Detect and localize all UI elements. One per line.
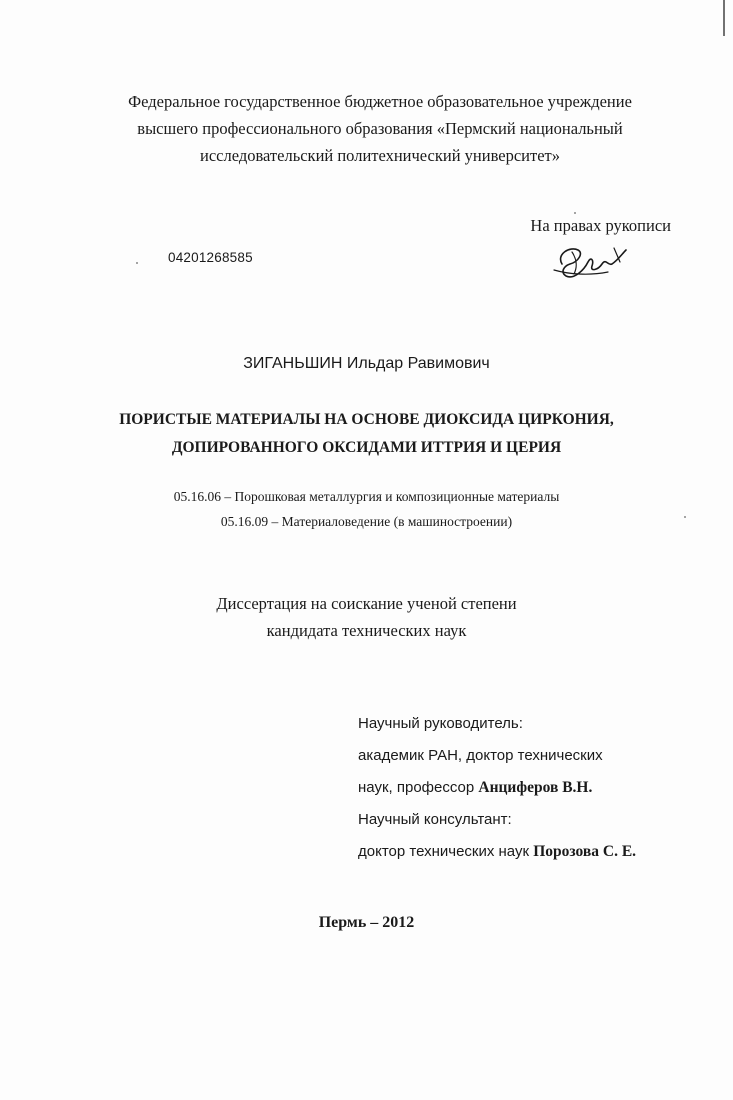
scan-speck [684, 516, 686, 518]
specialty-codes [0, 484, 733, 534]
supervisor-label: Научный руководитель: [358, 715, 523, 732]
registration-code: 04201268585 [168, 250, 253, 265]
specialty-1: 05.16.06 – Порошковая металлургия и композиционные материалы [173, 489, 560, 504]
scan-speck [136, 262, 138, 264]
scan-speck [574, 212, 576, 214]
scan-edge-mark [722, 0, 726, 36]
institution-line-2: высшего профессионального образования «Пермский национальный [137, 119, 623, 138]
supervisor-name: Анциферов В.Н. [478, 779, 593, 796]
city-year: Пермь – 2012 [318, 914, 415, 931]
degree-line-1: Диссертация на соискание ученой степени [216, 594, 517, 613]
specialty-2: 05.16.09 – Материаловедение (в машиностроении) [220, 514, 513, 529]
institution-line-1: Федеральное государственное бюджетное образовательное учреждение [128, 92, 632, 111]
institution-header [60, 88, 700, 169]
degree-line-2: кандидата технических наук [266, 621, 467, 640]
supervisor-title-prefix: наук, профессор [358, 779, 479, 796]
institution-line-3: исследовательский политехнический университет» [200, 146, 560, 165]
consultant-name: Порозова С. Е. [533, 843, 637, 860]
manuscript-note: На правах рукописи [530, 216, 671, 235]
supervisor-title-line-1: академик РАН, доктор технических [358, 747, 603, 764]
advisors-block [358, 708, 636, 868]
consultant-line [358, 836, 636, 868]
author-name: ЗИГАНЬШИН Ильдар Равимович [243, 355, 490, 372]
dissertation-title [0, 406, 733, 462]
degree-statement [0, 590, 733, 644]
supervisor-title-line-2 [358, 772, 636, 804]
title-line-2: ДОПИРОВАННОГО ОКСИДАМИ ИТТРИЯ И ЦЕРИЯ [171, 439, 562, 456]
signature-icon [548, 240, 634, 282]
consultant-label: Научный консультант: [358, 811, 512, 828]
title-line-1: ПОРИСТЫЕ МАТЕРИАЛЫ НА ОСНОВЕ ДИОКСИДА ЦИРКОНИЯ, [119, 411, 614, 428]
consultant-title: доктор технических наук [358, 843, 534, 860]
